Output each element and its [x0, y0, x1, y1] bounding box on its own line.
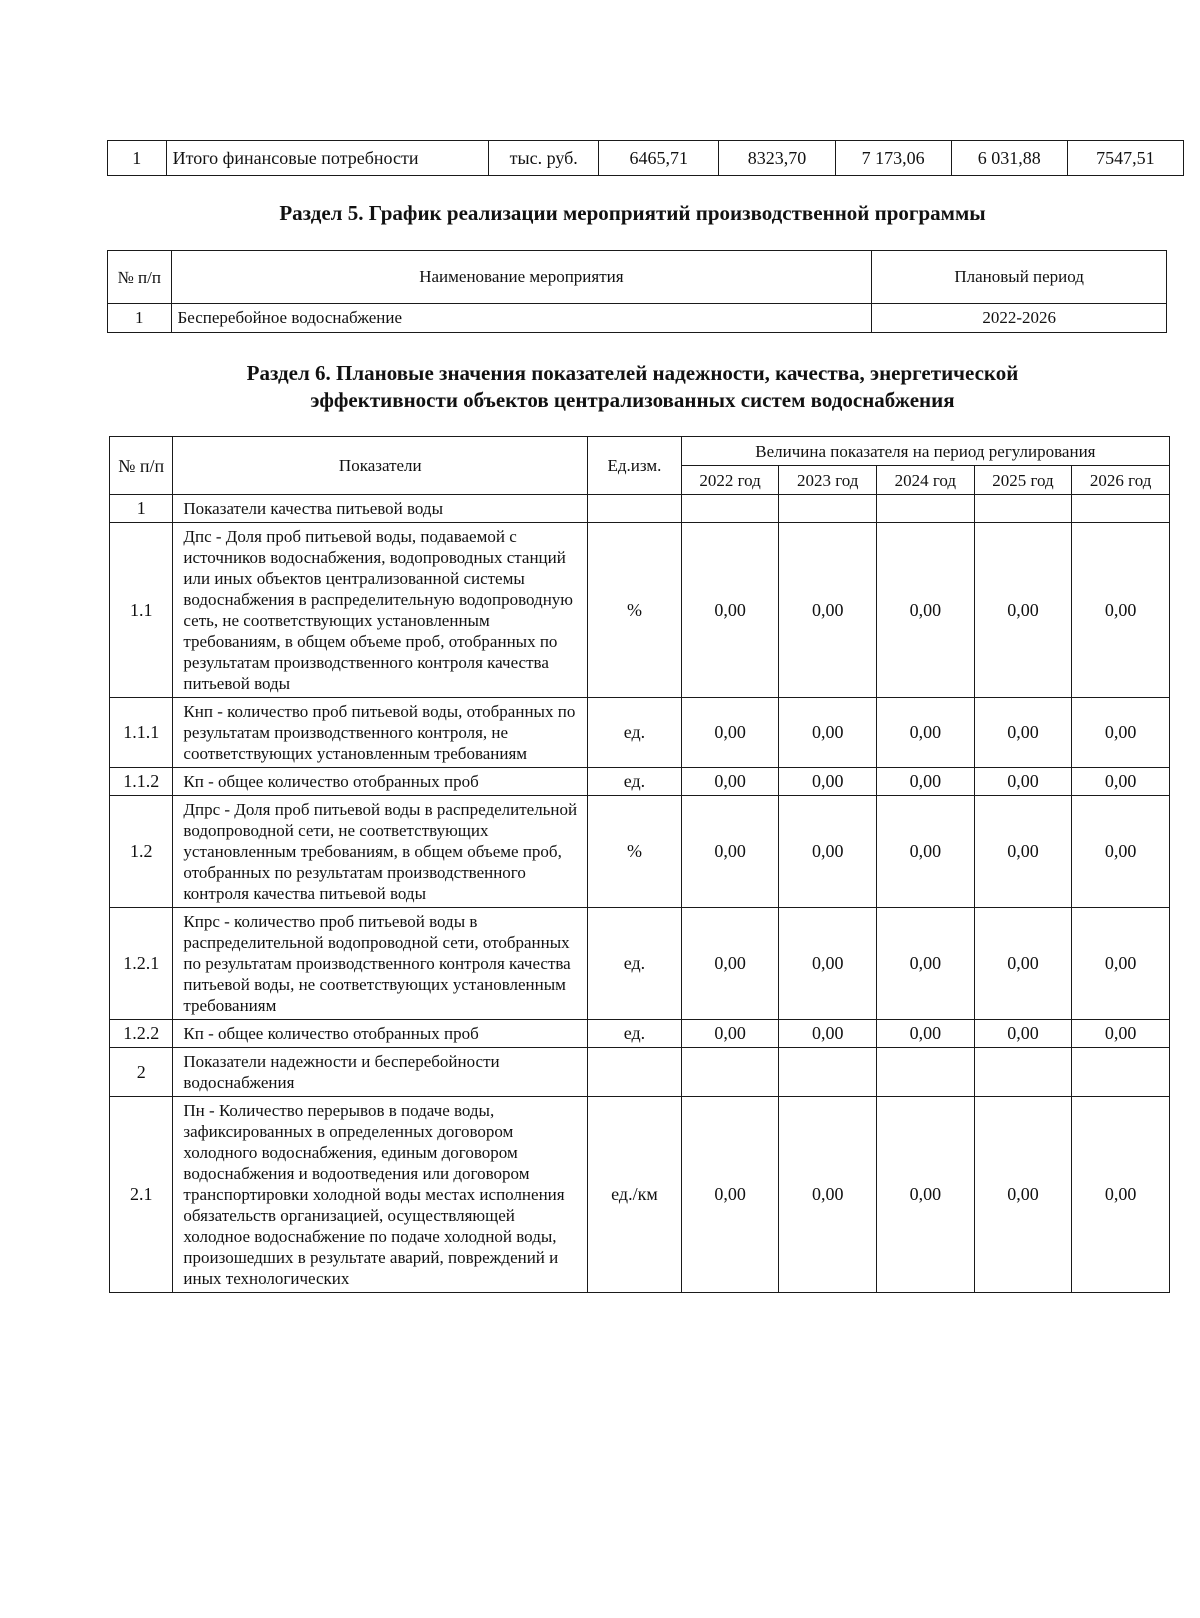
row-value: 0,00 — [877, 908, 975, 1020]
section5-header-num: № п/п — [108, 251, 172, 304]
row-value: 0,00 — [974, 1097, 1072, 1293]
section6-header-row — [110, 437, 1170, 466]
finance-value: 8323,70 — [719, 141, 835, 176]
table-row — [110, 1048, 1170, 1097]
row-value: 0,00 — [877, 1020, 975, 1048]
row-value — [1072, 1048, 1170, 1097]
row-value: 0,00 — [877, 768, 975, 796]
row-value: 0,00 — [681, 768, 779, 796]
row-unit: % — [588, 796, 682, 908]
section6-header-period-group: Величина показателя на период регулирования — [681, 437, 1169, 466]
section6-title-line1: Раздел 6. Плановые значения показателей надежности, качества, энергетической — [246, 361, 1019, 385]
section5-table — [107, 250, 1167, 333]
row-indicator: Показатели качества питьевой воды — [173, 495, 588, 523]
row-value: 0,00 — [974, 796, 1072, 908]
table-row — [110, 796, 1170, 908]
row-value: 0,00 — [1072, 1097, 1170, 1293]
row-value: 0,00 — [974, 523, 1072, 698]
finance-total-table — [107, 140, 1184, 176]
row-value: 0,00 — [681, 796, 779, 908]
section5-row-num: 1 — [108, 304, 172, 333]
year-header: 2024 год — [877, 466, 975, 495]
row-value — [1072, 495, 1170, 523]
row-value — [779, 1048, 877, 1097]
row-value: 0,00 — [1072, 698, 1170, 768]
row-value: 0,00 — [974, 698, 1072, 768]
section6-title-line2: эффективности объектов централизованных систем водоснабжения — [310, 388, 955, 412]
finance-value: 7 173,06 — [835, 141, 951, 176]
row-indicator: Пн - Количество перерывов в подаче воды, зафиксированных в определенных договором холодного водоснабжения, единым договором водоснабжения и водоотведения или договором транспортировки холодной воды местах исполнения обязательств организацией, осуществляющей холодное водоснабжение по подаче холодной воды, произошедших в результате аварий, повреждений и иных технологических — [173, 1097, 588, 1293]
year-header: 2026 год — [1072, 466, 1170, 495]
year-header: 2025 год — [974, 466, 1072, 495]
row-value: 0,00 — [779, 523, 877, 698]
table-row — [110, 1097, 1170, 1293]
row-value: 0,00 — [974, 768, 1072, 796]
year-header: 2023 год — [779, 466, 877, 495]
row-value: 0,00 — [779, 698, 877, 768]
section5-row-name: Бесперебойное водоснабжение — [171, 304, 872, 333]
row-unit: ед./км — [588, 1097, 682, 1293]
row-indicator: Кнп - количество проб питьевой воды, отобранных по результатам производственного контроля, не соответствующих установленным требованиям — [173, 698, 588, 768]
row-num: 1.2.1 — [110, 908, 173, 1020]
finance-total-row — [108, 141, 1184, 176]
row-value: 0,00 — [974, 1020, 1072, 1048]
row-value: 0,00 — [877, 698, 975, 768]
row-unit: ед. — [588, 698, 682, 768]
row-value: 0,00 — [779, 908, 877, 1020]
row-unit: ед. — [588, 768, 682, 796]
row-unit — [588, 1048, 682, 1097]
row-indicator: Кп - общее количество отобранных проб — [173, 768, 588, 796]
finance-row-unit: тыс. руб. — [489, 141, 599, 176]
row-value — [877, 495, 975, 523]
row-value — [779, 495, 877, 523]
table-row — [110, 768, 1170, 796]
year-header: 2022 год — [681, 466, 779, 495]
table-row — [110, 495, 1170, 523]
row-value: 0,00 — [877, 523, 975, 698]
row-value: 0,00 — [1072, 768, 1170, 796]
table-row — [110, 523, 1170, 698]
row-num: 1.1.1 — [110, 698, 173, 768]
row-value: 0,00 — [681, 698, 779, 768]
row-value: 0,00 — [681, 1097, 779, 1293]
row-value: 0,00 — [1072, 796, 1170, 908]
section6-header-num: № п/п — [110, 437, 173, 495]
row-num: 1.1 — [110, 523, 173, 698]
table-row — [110, 698, 1170, 768]
row-indicator: Показатели надежности и бесперебойности водоснабжения — [173, 1048, 588, 1097]
row-num: 1 — [110, 495, 173, 523]
row-value: 0,00 — [974, 908, 1072, 1020]
section5-header-row — [108, 251, 1167, 304]
row-indicator: Дпрс - Доля проб питьевой воды в распределительной водопроводной сети, не соответствующих установленным требованиям, в общем объеме проб, отобранных по результатам производственного контроля качества питьевой воды — [173, 796, 588, 908]
section5-row-period: 2022-2026 — [872, 304, 1167, 333]
row-unit: ед. — [588, 1020, 682, 1048]
row-value: 0,00 — [877, 1097, 975, 1293]
row-value: 0,00 — [681, 523, 779, 698]
row-num: 1.2.2 — [110, 1020, 173, 1048]
finance-row-num: 1 — [108, 141, 167, 176]
section6-header-unit: Ед.изм. — [588, 437, 682, 495]
row-value — [974, 1048, 1072, 1097]
row-value: 0,00 — [779, 768, 877, 796]
section6-table — [109, 436, 1170, 1293]
finance-value: 6 031,88 — [951, 141, 1067, 176]
row-num: 2 — [110, 1048, 173, 1097]
row-indicator: Кпрс - количество проб питьевой воды в распределительной водопроводной сети, отобранных по результатам производственного контроля качества питьевой воды, не соответствующих установленным требованиям — [173, 908, 588, 1020]
table-row — [110, 1020, 1170, 1048]
row-indicator: Дпс - Доля проб питьевой воды, подаваемой с источников водоснабжения, водопроводных станций или иных объектов централизованной системы водоснабжения в распределительную водопроводную сеть, не соответствующих установленным требованиям, в общем объеме проб, отобранных по результатам производственного контроля качества питьевой воды — [173, 523, 588, 698]
row-unit: % — [588, 523, 682, 698]
row-value — [681, 1048, 779, 1097]
row-unit — [588, 495, 682, 523]
row-num: 2.1 — [110, 1097, 173, 1293]
row-value: 0,00 — [681, 1020, 779, 1048]
row-value: 0,00 — [779, 1020, 877, 1048]
row-value: 0,00 — [1072, 908, 1170, 1020]
table-row — [110, 908, 1170, 1020]
finance-value: 6465,71 — [599, 141, 719, 176]
row-value: 0,00 — [1072, 1020, 1170, 1048]
row-value: 0,00 — [681, 908, 779, 1020]
row-num: 1.2 — [110, 796, 173, 908]
section5-header-period: Плановый период — [872, 251, 1167, 304]
row-unit: ед. — [588, 908, 682, 1020]
row-value: 0,00 — [779, 1097, 877, 1293]
row-value — [974, 495, 1072, 523]
row-num: 1.1.2 — [110, 768, 173, 796]
row-indicator: Кп - общее количество отобранных проб — [173, 1020, 588, 1048]
table-row — [108, 304, 1167, 333]
row-value: 0,00 — [779, 796, 877, 908]
row-value — [681, 495, 779, 523]
finance-row-name: Итого финансовые потребности — [166, 141, 489, 176]
section6-header-indicator: Показатели — [173, 437, 588, 495]
finance-value: 7547,51 — [1067, 141, 1183, 176]
section5-header-name: Наименование мероприятия — [171, 251, 872, 304]
row-value — [877, 1048, 975, 1097]
row-value: 0,00 — [877, 796, 975, 908]
section6-title — [0, 360, 1200, 414]
row-value: 0,00 — [1072, 523, 1170, 698]
section5-title: Раздел 5. График реализации мероприятий производственной программы — [279, 201, 986, 225]
